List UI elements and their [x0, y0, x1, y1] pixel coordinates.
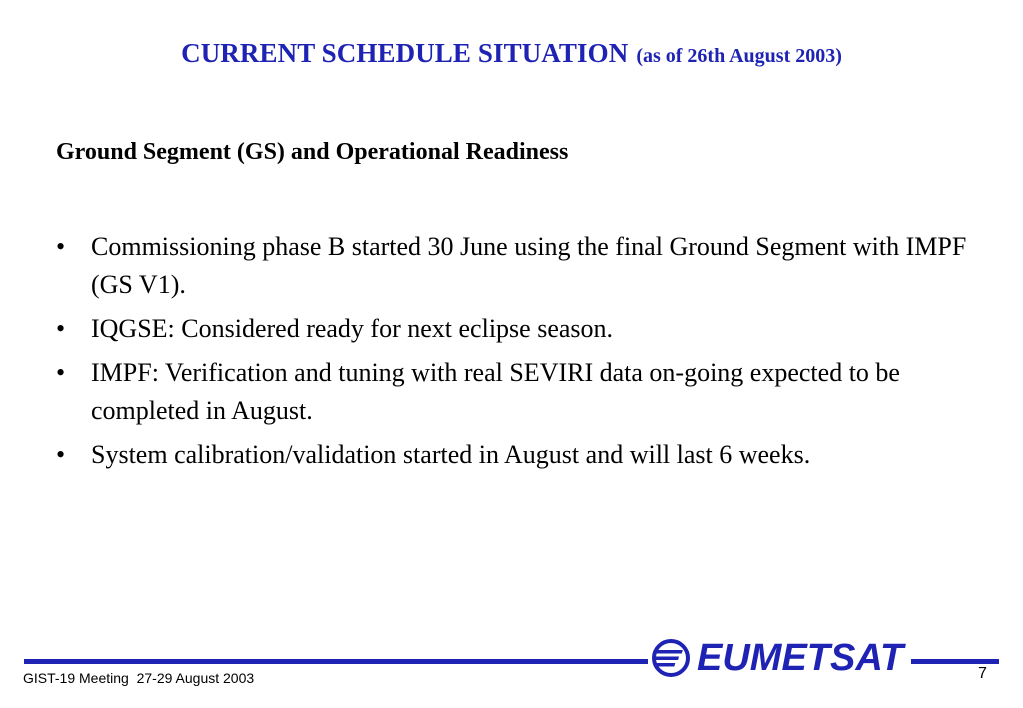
slide-title: [0, 38, 1023, 69]
bullet-marker: •: [56, 358, 66, 387]
bullet-item: [56, 354, 996, 430]
bullet-text: IMPF: Verification and tuning with real SEVIRI data on-going expected to be completed in August.: [91, 358, 900, 425]
bullet-marker: •: [56, 232, 66, 261]
page-number: 7: [978, 665, 987, 682]
bullet-marker: •: [56, 314, 66, 343]
eumetsat-wordmark: EUMETSAT: [697, 637, 904, 679]
eumetsat-logo: [651, 636, 909, 680]
eumetsat-globe-icon: [651, 638, 691, 678]
bullet-item: [56, 228, 996, 304]
section-heading: Ground Segment (GS) and Operational Readiness: [56, 139, 569, 165]
bullet-text: System calibration/validation started in August and will last 6 weeks.: [91, 440, 811, 469]
bullet-text: Commissioning phase B started 30 June using the final Ground Segment with IMPF (GS V1).: [91, 232, 967, 299]
title-date: (as of 26th August 2003): [636, 45, 842, 67]
bullet-item: [56, 310, 996, 348]
footer-meeting: GIST-19 Meeting 27-29 August 2003: [23, 670, 255, 686]
footer-divider-right: [911, 659, 999, 664]
footer-divider-left: [24, 659, 648, 664]
bullet-marker: •: [56, 440, 66, 469]
bullet-item: [56, 436, 996, 474]
bullet-list: [56, 228, 996, 480]
title-main: CURRENT SCHEDULE SITUATION: [181, 38, 629, 68]
bullet-text: IQGSE: Considered ready for next eclipse season.: [91, 314, 614, 343]
